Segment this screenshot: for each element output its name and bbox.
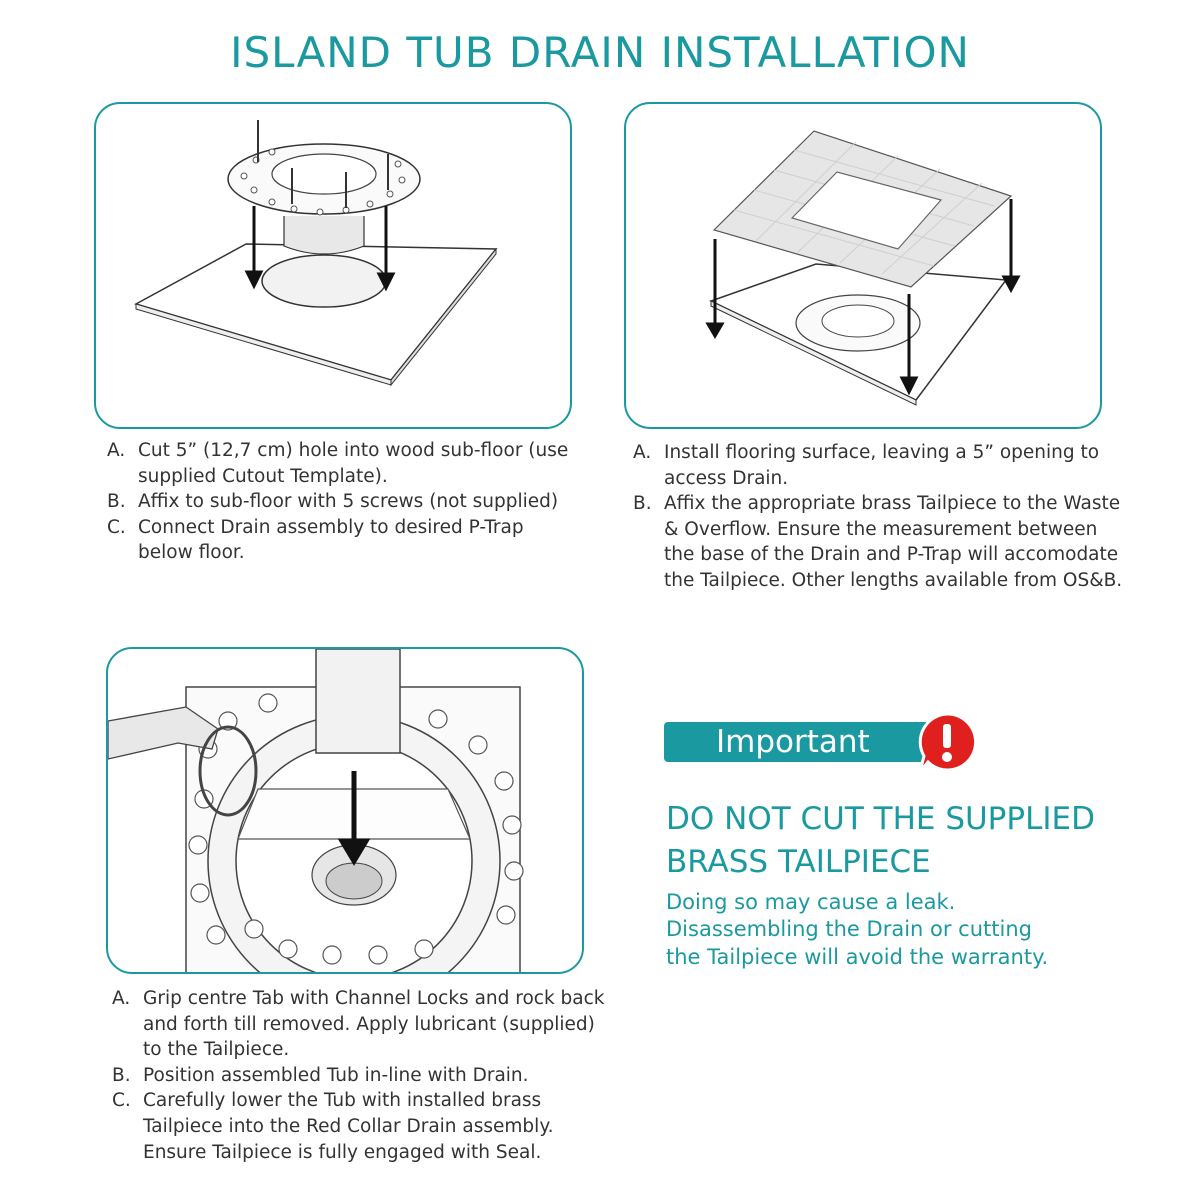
step1-illustration-panel (94, 102, 572, 429)
drain-into-subfloor-illustration (96, 104, 570, 427)
warning-text: Doing so may cause a leak. Disassembling the Drain or cutting the Tailpiece will avoid the warranty. (666, 890, 1049, 969)
step2-instructions (633, 440, 1123, 594)
list-item: B. Affix to sub-floor with 5 screws (not supplied) (107, 491, 559, 513)
list-item: A. Install flooring surface, leaving a 5” opening to access Drain. (633, 442, 1100, 489)
list-item: C. Carefully lower the Tub with installed brass Tailpiece into the Red Collar Drain assembly. Ensure Tailpiece is fully engaged with Seal. (112, 1090, 554, 1163)
exclamation-alert-icon (914, 710, 980, 776)
flooring-over-drain-illustration (626, 104, 1100, 427)
list-item: B. Affix the appropriate brass Tailpiece to the Waste & Overflow. Ensure the measurement between the base of the Drain and P-Trap will accomodate the Tailpiece. Other lengths available from OS&B. (633, 493, 1123, 591)
step3-instructions (112, 986, 612, 1165)
list-item: A. Cut 5” (12,7 cm) hole into wood sub-floor (use supplied Cutout Template). (107, 440, 569, 487)
warning-heading: DO NOT CUT THE SUPPLIED BRASS TAILPIECE (666, 801, 1095, 880)
list-item: C. Connect Drain assembly to desired P-Trap below floor. (107, 516, 524, 564)
page-title: ISLAND TUB DRAIN INSTALLATION (230, 28, 970, 77)
important-badge: Important (664, 722, 934, 762)
list-item: B. Position assembled Tub in-line with Drain. (112, 1064, 529, 1086)
tab-removal-illustration (108, 649, 582, 972)
step3-illustration-panel (106, 647, 584, 974)
step2-illustration-panel (624, 102, 1102, 429)
step1-instructions (107, 438, 577, 566)
list-item: A. Grip centre Tab with Channel Locks and rock back and forth till removed. Apply lubricant (supplied) to the Tailpiece. (112, 988, 605, 1061)
